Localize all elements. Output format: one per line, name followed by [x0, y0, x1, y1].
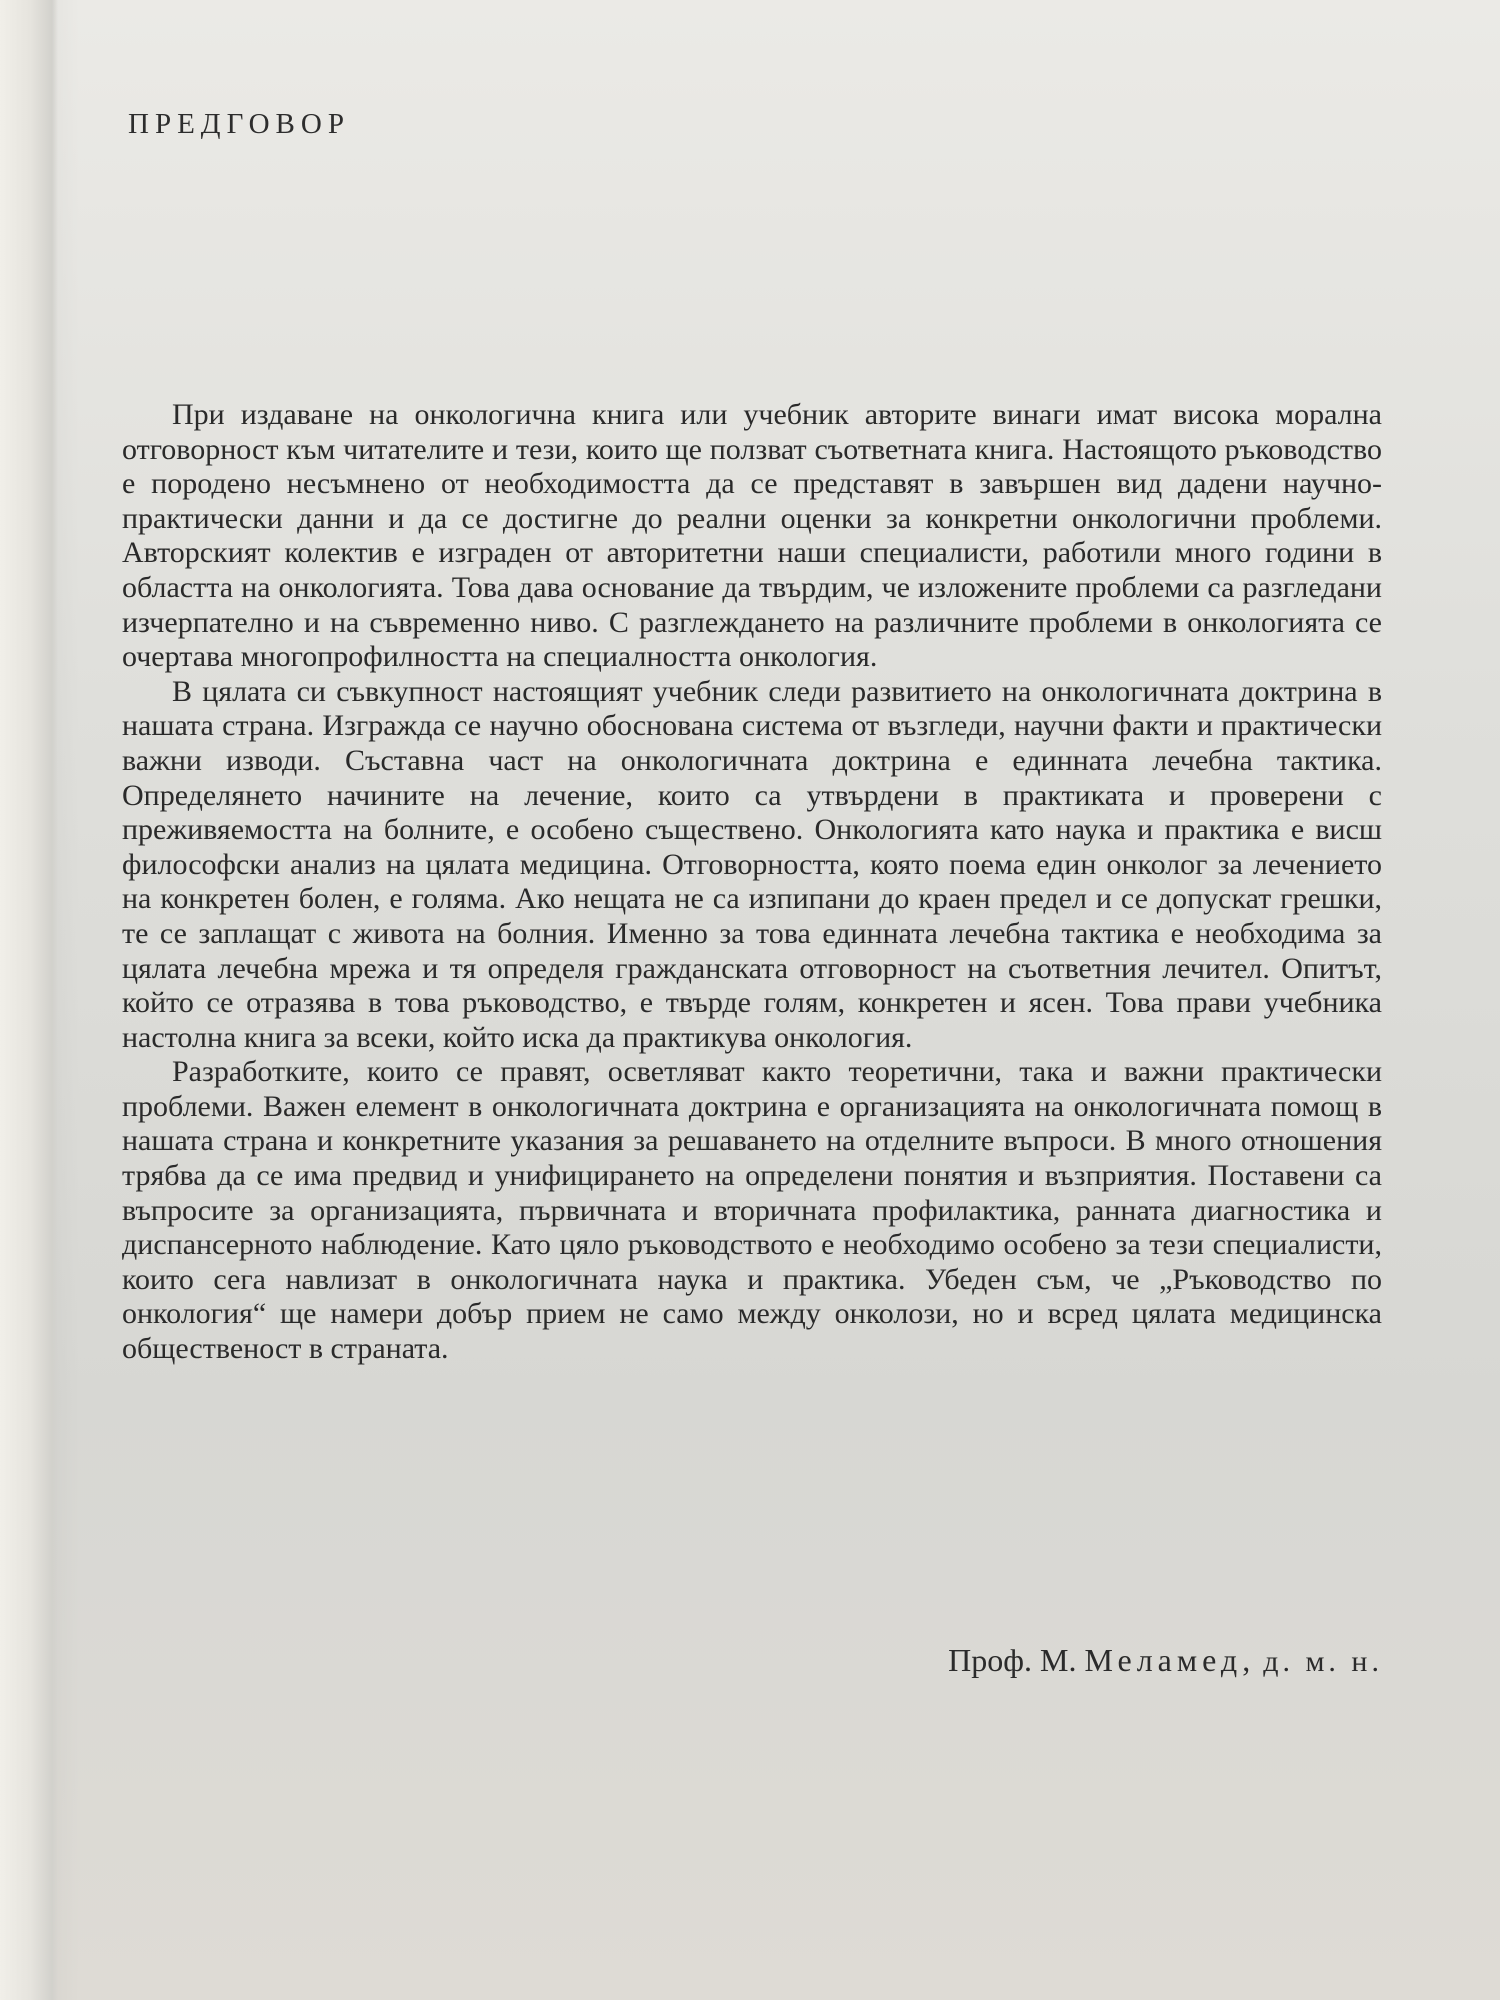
- preface-body: [122, 398, 1382, 1367]
- signature-degree: д. м. н.: [1263, 1645, 1383, 1678]
- signature-name: Меламед,: [1084, 1642, 1256, 1678]
- signature-title: Проф. М.: [948, 1642, 1077, 1678]
- paragraph-3: Разработките, които се правят, осветляват както теоретични, така и важни практически проблеми. Важен елемент в онкологичната доктрина е организацията на онкологичната помощ в нашата страна и конкретните указания за решаването на отделните въпроси. В много отношения трябва да се има предвид и унифицирането на определени понятия и възприятия. Поставени са въпросите за организацията, първичната и вторичната профилактика, ранната диагностика и диспансерното наблюдение. Като цяло ръководството е необходимо особено за тези специалисти, които сега навлизат в онкологичната наука и практика. Убеден съм, че „Ръководство по онкология“ ще намери добър прием не само между онколози, но и всред цялата медицинска общественост в страната.: [122, 1055, 1382, 1366]
- paragraph-1: При издаване на онкологична книга или учебник авторите винаги имат висока морална отговорност към читателите и тези, които ще ползват съответната книга. Настоящото ръководство е породено несъмнено от необходимостта да се представят в завършен вид дадени научно-практически данни и да се достигне до реални оценки за конкретни онкологични проблеми. Авторският колектив е изграден от авторитетни наши специалисти, работили много години в областта на онкологията. Това дава основание да твърдим, че изложените проблеми са разгледани изчерпателно и на съвременно ниво. С разглеждането на различните проблеми в онкологията се очертава многопрофилността на специалността онкология.: [122, 398, 1382, 674]
- author-signature: [948, 1642, 1383, 1679]
- book-spine-shadow: [0, 0, 58, 2000]
- page-heading: ПРЕДГОВОР: [128, 108, 350, 140]
- paragraph-2: В цялата си съвкупност настоящият учебник следи развитието на онкологичната доктрина в нашата страна. Изгражда се научно обоснована система от възгледи, научни факти и практически важни изводи. Съставна част на онкологичната доктрина е единната лечебна тактика. Определянето начините на лечение, които са утвърдени в практиката и проверени с преживяемостта на болните, е особено съществено. Онкологията като наука и практика е висш философски анализ на цялата медицина. Отговорността, която поема един онколог за лечението на конкретен болен, е голяма. Ако нещата не са изпипани до краен предел и се допускат грешки, те се заплащат с живота на болния. Именно за това единната лечебна тактика е необходима за цялата лечебна мрежа и тя определя гражданската отговорност на съответния лечител. Опитът, който се отразява в това ръководство, е твърде голям, конкретен и ясен. Това прави учебника настолна книга за всеки, който иска да практикува онкология.: [122, 674, 1382, 1054]
